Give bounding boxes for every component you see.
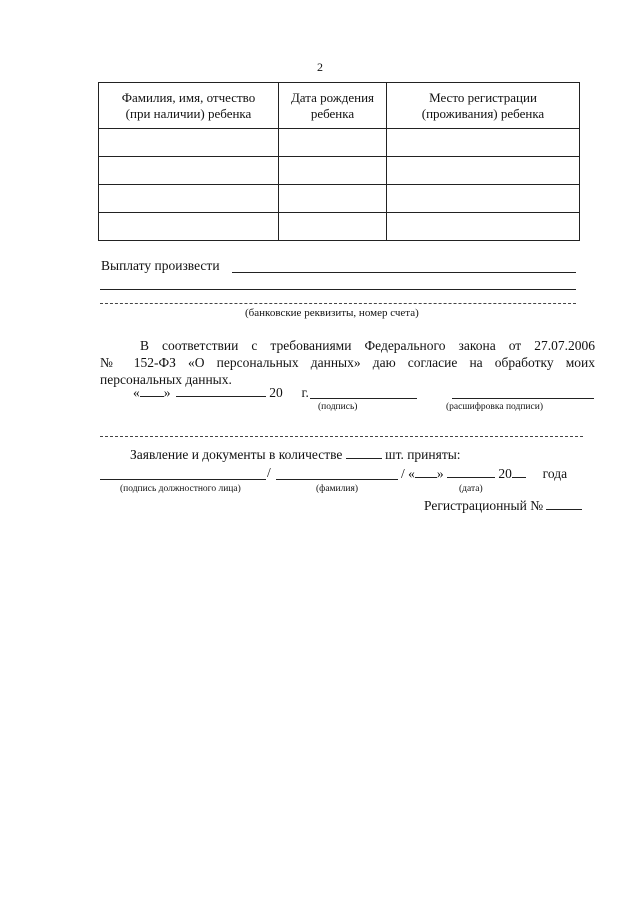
- consent-year-suffix: г.: [301, 385, 309, 400]
- table-cell-birth-date[interactable]: [279, 213, 387, 241]
- consent-date-row: [133, 384, 309, 401]
- registration-number-field[interactable]: [546, 497, 582, 510]
- consent-line-3: персональных данных.: [100, 372, 232, 387]
- children-table: [98, 82, 580, 241]
- header-registration-place: Место регистрации (проживания) ребенка: [387, 83, 580, 129]
- acceptance-date-caption: (дата): [459, 484, 483, 494]
- header-child-name: Фамилия, имя, отчество (при наличии) ребенка: [99, 83, 279, 129]
- consent-line-2: № 152-ФЗ «О персональных данных» даю согласие на обработку моих: [100, 355, 595, 370]
- table-cell-name[interactable]: [99, 213, 279, 241]
- consent-paragraph: [100, 337, 595, 388]
- acceptance-text-before: Заявление и документы в количестве: [130, 447, 343, 462]
- acceptance-text-after: шт. приняты:: [385, 447, 461, 462]
- acceptance-date-close: »: [436, 466, 444, 481]
- table-cell-registration[interactable]: [387, 157, 580, 185]
- acceptance-slash: /: [267, 465, 271, 480]
- header-birth-date: Дата рождения ребенка: [279, 83, 387, 129]
- consent-date-open: «: [133, 385, 140, 400]
- documents-count-field[interactable]: [346, 446, 382, 459]
- table-header-row: [99, 83, 580, 129]
- table-cell-name[interactable]: [99, 185, 279, 213]
- page-number: 2: [317, 60, 323, 74]
- official-surname-caption: (фамилия): [316, 484, 358, 494]
- payment-caption: (банковские реквизиты, номер счета): [245, 307, 419, 319]
- official-signature-field[interactable]: [100, 479, 266, 480]
- table-cell-birth-date[interactable]: [279, 157, 387, 185]
- acceptance-day-field[interactable]: [415, 465, 437, 478]
- official-surname-field[interactable]: [276, 479, 398, 480]
- table-cell-birth-date[interactable]: [279, 185, 387, 213]
- consent-signature-caption: (подпись): [318, 402, 358, 412]
- table-cell-registration[interactable]: [387, 213, 580, 241]
- acceptance-date-open: / «: [401, 466, 415, 481]
- acceptance-date-row: [401, 465, 567, 482]
- acceptance-year-suffix: года: [542, 466, 568, 481]
- payment-line-2[interactable]: [100, 289, 576, 290]
- payment-label: Выплату произвести: [101, 258, 220, 273]
- registration-number-label: Регистрационный №: [424, 498, 544, 513]
- table-row: [99, 129, 580, 157]
- payment-line-1[interactable]: [232, 272, 576, 273]
- section-separator: [100, 436, 583, 437]
- table-row: [99, 157, 580, 185]
- consent-year-prefix: 20: [269, 385, 283, 400]
- acceptance-year-prefix: 20: [498, 466, 512, 481]
- table-cell-name[interactable]: [99, 129, 279, 157]
- table-cell-birth-date[interactable]: [279, 129, 387, 157]
- acceptance-year-field[interactable]: [512, 465, 526, 478]
- consent-line-1: В соответствии с требованиями Федерального закона от 27.07.2006: [140, 338, 595, 353]
- acceptance-row: [130, 446, 461, 463]
- table-row: [99, 185, 580, 213]
- consent-date-close: »: [163, 385, 171, 400]
- consent-month-field[interactable]: [176, 384, 266, 397]
- table-cell-registration[interactable]: [387, 185, 580, 213]
- consent-decoding-caption: (расшифровка подписи): [446, 402, 543, 412]
- consent-day-field[interactable]: [140, 384, 164, 397]
- table-cell-name[interactable]: [99, 157, 279, 185]
- consent-signature-field[interactable]: [310, 398, 417, 399]
- payment-line-3[interactable]: [100, 303, 576, 304]
- registration-number-row: [424, 497, 582, 514]
- official-signature-caption: (подпись должностного лица): [120, 484, 241, 494]
- consent-decoding-field[interactable]: [452, 398, 594, 399]
- table-cell-registration[interactable]: [387, 129, 580, 157]
- acceptance-month-field[interactable]: [447, 465, 495, 478]
- table-row: [99, 213, 580, 241]
